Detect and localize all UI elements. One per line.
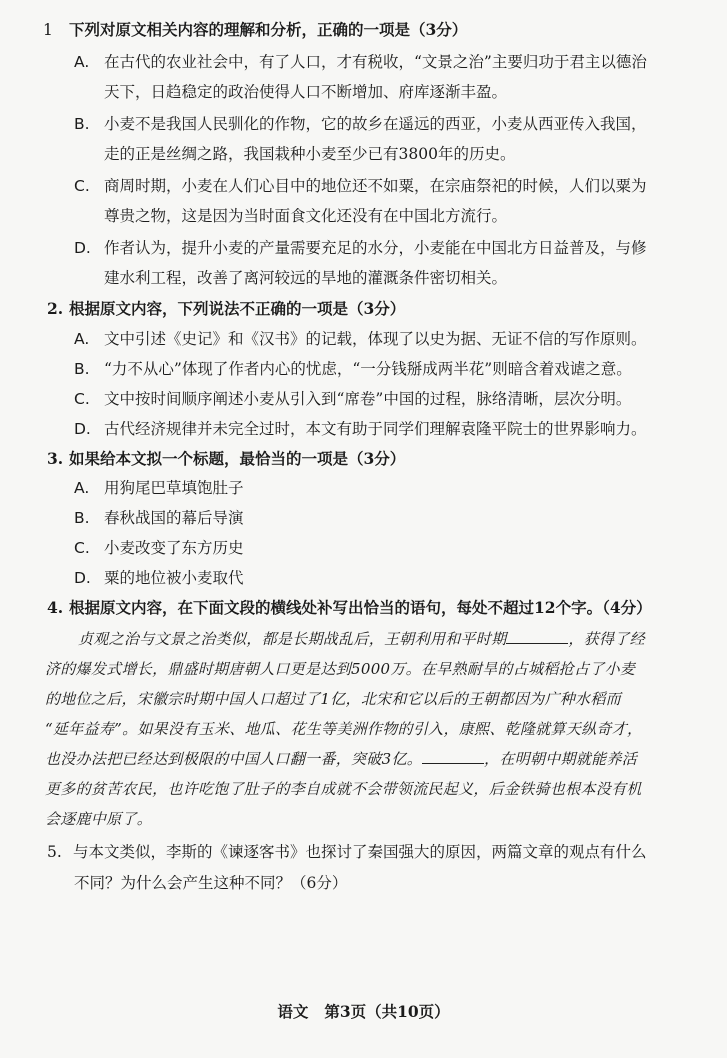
question-1-stem <box>43 18 467 40</box>
q2-option-a-text: 文中引述《史记》和《汉书》的记载，体现了以史为据、无证不信的写作原则。 <box>104 330 647 348</box>
q1-option-a-line2: 天下，日趋稳定的政治使得人口不断增加、府库逐渐丰盈。 <box>104 83 508 101</box>
question-5-number: 5. <box>47 843 62 861</box>
q1-option-b-letter: B. <box>74 115 90 133</box>
question-2-stem <box>47 297 405 319</box>
q3-option-c <box>74 536 244 558</box>
question-5-stem <box>47 840 647 862</box>
q2-option-c <box>74 387 631 409</box>
q1-option-d-letter: D. <box>74 239 91 257</box>
q4-passage-line1-b: ，获得了经 <box>568 630 645 648</box>
q4-passage-line7: 会逐鹿中原了。 <box>45 810 153 828</box>
question-3-stem <box>47 447 405 469</box>
q2-option-a-letter: A. <box>74 330 90 348</box>
q2-option-b <box>74 357 632 379</box>
q1-option-c-letter: C. <box>74 177 90 195</box>
q1-option-d-line2: 建水利工程，改善了离河较远的旱地的灌溉条件密切相关。 <box>104 269 508 287</box>
q1-option-c-line1: 商周时期，小麦在人们心目中的地位还不如粟，在宗庙祭祀的时候，人们以粟为 <box>104 177 647 195</box>
q4-passage-line1-a: 贞观之治与文景之治类似，都是长期战乱后，王朝利用和平时期 <box>78 630 507 648</box>
q3-option-c-text: 小麦改变了东方历史 <box>104 539 244 557</box>
q3-option-d-letter: D. <box>74 569 91 587</box>
q4-passage-line5 <box>45 748 637 769</box>
question-1-number: 1 <box>43 21 53 39</box>
question-4-text: 根据原文内容，在下面文段的横线处补写出恰当的语句，每处不超过12个字。（4分） <box>69 598 652 617</box>
q2-option-c-text: 文中按时间顺序阐述小麦从引入到“席卷”中国的过程，脉络清晰，层次分明。 <box>104 390 632 408</box>
question-2-number: 2. <box>47 299 64 318</box>
q4-passage-line5-a: 也没办法把已经达到极限的中国人口翻一番，突破3亿。 <box>45 750 423 768</box>
q3-option-d-text: 粟的地位被小麦取代 <box>104 569 244 587</box>
footer-page-number: 第3页（共10页） <box>324 1002 450 1021</box>
footer-subject: 语文 <box>277 1002 309 1021</box>
q2-option-a <box>74 327 647 349</box>
q1-option-c-line2: 尊贵之物，这是因为当时面食文化还没有在中国北方流行。 <box>104 207 508 225</box>
q4-passage-line4: “延年益寿”。如果没有玉米、地瓜、花生等美洲作物的引入，康熙、乾隆就算天纵奇才， <box>45 720 643 738</box>
question-5-line1: 与本文类似，李斯的《谏逐客书》也探讨了秦国强大的原因，两篇文章的观点有什么 <box>73 843 647 861</box>
question-1-text: 下列对原文相关内容的理解和分析，正确的一项是（3分） <box>69 20 468 39</box>
question-4-number: 4. <box>47 598 64 617</box>
q1-option-d-line1: 作者认为，提升小麦的产量需要充足的水分，小麦能在中国北方日益普及，与修 <box>104 239 647 257</box>
q3-option-a <box>74 476 244 498</box>
q2-option-d-letter: D. <box>74 420 91 438</box>
q4-passage-line6: 更多的贫苦农民，也许吃饱了肚子的李自成就不会带领流民起义，后金铁骑也根本没有机 <box>45 780 642 798</box>
q1-option-a-letter: A. <box>74 53 90 71</box>
page-footer <box>0 1000 727 1022</box>
q3-option-d <box>74 566 244 588</box>
question-4-stem <box>47 596 652 618</box>
q4-blank-1[interactable] <box>506 629 568 644</box>
q2-option-b-text: “力不从心”体现了作者内心的忧虑，“一分钱掰成两半花”则暗含着戏谑之意。 <box>104 360 632 378</box>
q4-passage-line2: 济的爆发式增长，鼎盛时期唐朝人口更是达到5000万。在早熟耐旱的占城稻抢占了小麦 <box>45 660 636 678</box>
q4-passage-line5-b: ，在明朝中期就能养活 <box>484 750 638 768</box>
q3-option-a-text: 用狗尾巴草填饱肚子 <box>104 479 244 497</box>
q3-option-b-text: 春秋战国的幕后导演 <box>104 509 244 527</box>
question-3-number: 3. <box>47 449 64 468</box>
question-5-line2: 不同？为什么会产生这种不同？（6分） <box>74 874 348 892</box>
q1-option-c <box>74 174 647 196</box>
q1-option-a <box>74 50 647 72</box>
q1-option-a-line1: 在古代的农业社会中，有了人口，才有税收，“文景之治”主要归功于君主以德治 <box>104 53 647 71</box>
q4-passage-line1 <box>78 628 645 649</box>
q3-option-b <box>74 506 244 528</box>
q3-option-a-letter: A. <box>74 479 90 497</box>
q3-option-b-letter: B. <box>74 509 90 527</box>
q2-option-d-text: 古代经济规律并未完全过时，本文有助于同学们理解袁隆平院士的世界影响力。 <box>104 420 647 438</box>
q2-option-d <box>74 417 647 439</box>
q1-option-d <box>74 236 647 258</box>
question-2-text: 根据原文内容，下列说法不正确的一项是（3分） <box>69 299 406 318</box>
q2-option-c-letter: C. <box>74 390 90 408</box>
q2-option-b-letter: B. <box>74 360 90 378</box>
q1-option-b-line2: 走的正是丝绸之路，我国栽种小麦至少已有3800年的历史。 <box>104 145 516 163</box>
q4-passage-line3: 的地位之后，宋徽宗时期中国人口超过了1亿，北宋和它以后的王朝都因为广种水稻而 <box>45 690 621 708</box>
q1-option-b-line1: 小麦不是我国人民驯化的作物，它的故乡在遥远的西亚，小麦从西亚传入我国， <box>104 115 647 133</box>
q3-option-c-letter: C. <box>74 539 90 557</box>
q1-option-b <box>74 112 647 134</box>
question-3-text: 如果给本文拟一个标题，最恰当的一项是（3分） <box>69 449 406 468</box>
q4-blank-2[interactable] <box>422 749 484 764</box>
